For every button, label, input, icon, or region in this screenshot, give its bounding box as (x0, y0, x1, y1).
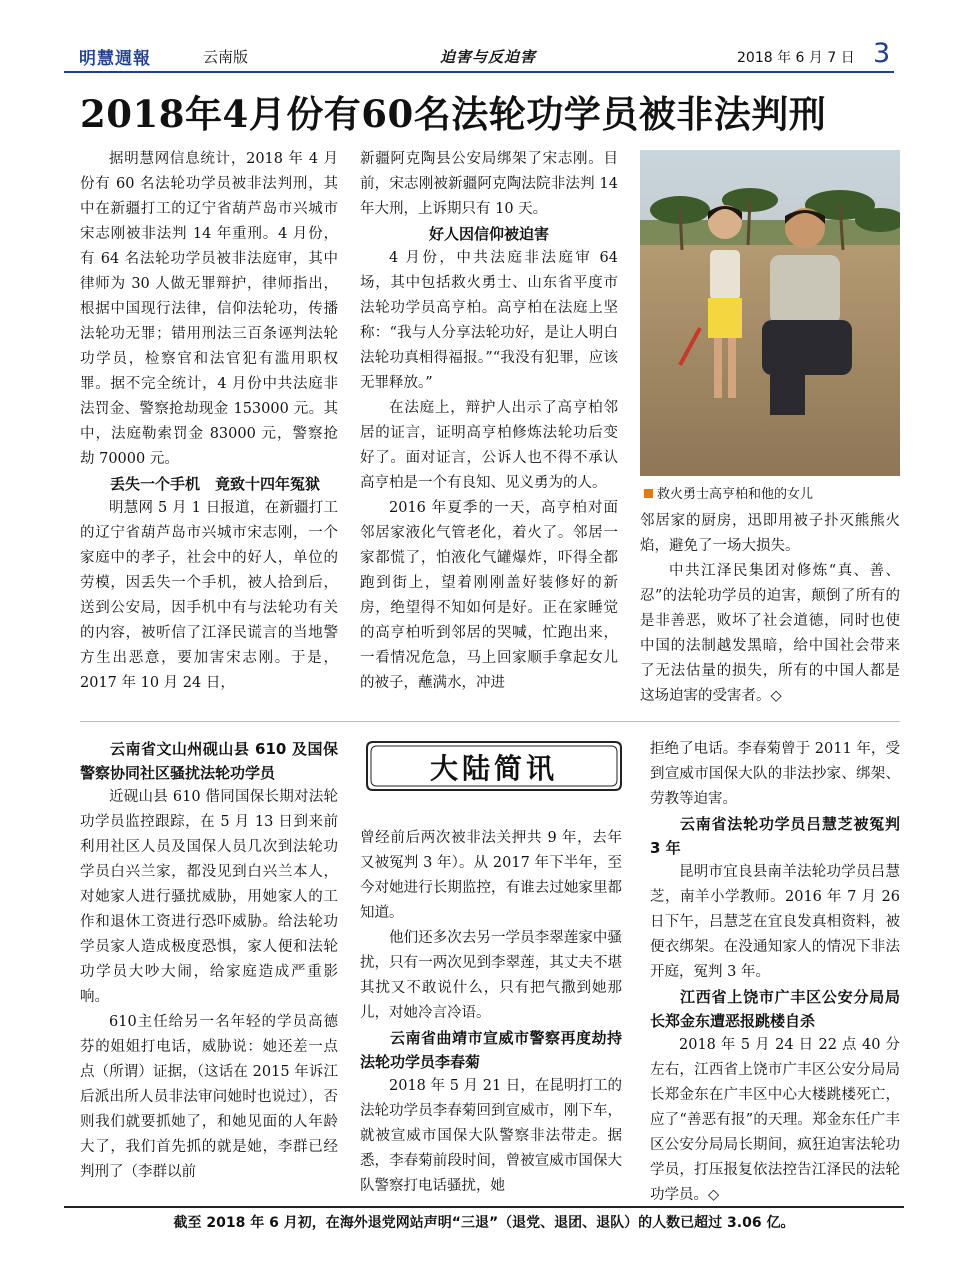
paragraph: 邻居家的厨房，迅即用被子扑灭熊熊火焰，避免了一场大损失。 (640, 513, 900, 554)
section-title: 迫害与反迫害 (440, 48, 537, 66)
paragraph: 610主任给另一名年轻的学员高德芬的姐姐打电话，威胁说：她还差一点点（所谓）证据，（这话在 2015 年诉江后派出所人员非法审问她时也说过），否则我们就要抓她了，和她见面的人年龄大了，我们首先抓的就是她，李群已经判刑了（李群以前 (80, 1014, 338, 1180)
article-column-1 (80, 147, 338, 696)
header-rule (64, 71, 894, 73)
paragraph: 据明慧网信息统计，2018 年 4 月份有 60 名法轮功学员被非法判刑，其中在新疆打工的辽宁省葫芦岛市兴城市宋志刚被非法判 14 年重刑。4 月份，有 64 名法轮功学员被非法庭审，其中律师为 30 人做无罪辩护，律师指出，根据中国现行法律，信仰法轮功，传播法轮功无罪；错用刑法三百条诬判法轮功学员，检察官和法官犯有滥用职权罪。据不完全统计，4 月份中共法庭非法罚金、警察抢劫现金 153000 元。其中，法庭勒索罚金 83000 元，警察抢劫 70000 元。 (80, 151, 338, 467)
header (0, 0, 978, 80)
caption-text: 救火勇士高亨柏和他的女儿 (657, 487, 814, 502)
brief-title: 云南省曲靖市宣威市警察再度劫持法轮功学员李春菊 (360, 1029, 622, 1071)
briefs-column-3 (650, 737, 900, 1208)
paragraph: 在法庭上，辩护人出示了高亨柏邻居的证言，证明高亨柏修炼法轮功后变好了。面对证言，公诉人也不得不承认高亨柏是一个有良知、见义勇为的人。 (360, 400, 618, 491)
footer-rule (64, 1206, 904, 1208)
paragraph: 2018 年 5 月 21 日，在昆明打工的法轮功学员李春菊回到宣威市，刚下车，就被宣威市国保大队警察非法带走。据悉，李春菊前段时间，曾被宣威市国保大队警察打电话骚扰，她 (360, 1078, 622, 1194)
paragraph: 新疆阿克陶县公安局绑架了宋志刚。目前，宋志刚被新疆阿克陶法院非法判 14 年大刑，上诉期只有 10 天。 (360, 151, 618, 217)
footer-notice: 截至 2018 年 6 月初，在海外退党网站声明“三退”（退党、退团、退队）的人数已超过 3.06 亿。 (173, 1215, 795, 1231)
issue-date: 2018 年 6 月 7 日 (737, 50, 855, 66)
paragraph: 中共江泽民集团对修炼“真、善、忍”的法轮功学员的迫害，颠倒了所有的是非善恶，败坏了社会道德，同时也使中国的法制越发黑暗，给中国社会带来了无法估量的损失，所有的中国人都是这场迫害的受害者。◇ (640, 563, 900, 704)
paragraph: 近砚山县 610 偕同国保长期对法轮功学员监控跟踪，在 5 月 13 日到来前利用社区人员及国保人员几次到法轮功学员白兴兰家，都没见到白兴兰本人，对她家人进行骚扰威胁，用她家人的工作和退休工资进行恐吓威胁。给法轮功学员家人造成极度恐惧，家人便和法轮功学员大吵大闹，给家庭造成严重影响。 (80, 789, 338, 1005)
brief-title: 云南省文山州砚山县 610 及国保警察协同社区骚扰法轮功学员 (80, 740, 338, 782)
paragraph: 曾经前后两次被非法关押共 9 年，去年又被冤判 3 年）。从 2017 年下半年，至今对她进行长期监控，有谁去过她家里都知道。 (360, 830, 622, 921)
edition-label: 云南版 (203, 48, 249, 66)
briefs-banner (365, 740, 623, 792)
masthead-logo: 明慧週報 (79, 49, 151, 69)
paragraph: 昆明市宜良县南羊法轮功学员吕慧芝，南羊小学教师。2016 年 7 月 26 日下午，吕慧芝在宜良发真相资料，被便衣绑架。在没通知家人的情况下非法开庭，冤判 3 年。 (650, 864, 900, 980)
photo-caption (644, 483, 904, 502)
paragraph: 4 月份，中共法庭非法庭审 64 场，其中包括救火勇士、山东省平度市法轮功学员高亨柏。高亨柏在法庭上坚称：“我与人分享法轮功好，是让人明白法轮功真相得福报。”“我没有犯罪，应该无罪释放。” (360, 250, 618, 391)
subheading: 好人因信仰被迫害 (428, 225, 549, 243)
paragraph: 2016 年夏季的一天，高亨柏对面邻居家液化气管老化，着火了。邻居一家都慌了，怕液化气罐爆炸，吓得全都跑到街上，望着刚刚盖好装修好的新房，绝望得不知如何是好。正在家睡觉的高亨柏听到邻居的哭喊，忙跑出来，一看情况危急，马上回家顺手拿起女儿的被子，蘸满水，冲进 (360, 500, 618, 691)
page-number: 3 (873, 38, 891, 69)
caption-marker-icon (644, 489, 653, 498)
paragraph: 明慧网 5 月 1 日报道，在新疆打工的辽宁省葫芦岛市兴城市宋志刚，一个家庭中的孝子，社会中的好人，单位的劳模，因丢失一个手机，被人拾到后，送到公安局，因手机中有与法轮功有关的内容，被听信了江泽民谎言的当地警方生出恶意，要加害宋志刚。于是，2017 年 10 月 24 日， (80, 500, 338, 691)
article-column-2 (360, 147, 618, 696)
paragraph: 2018 年 5 月 24 日 22 点 40 分左右，江西省上饶市广丰区公安分局局长郑金东在广丰区中心大楼跳楼死亡，应了“善恶有报”的天理。郑金东任广丰区公安分局局长期间，疯狂迫害法轮功学员，打压报复依法控告江泽民的法轮功学员。◇ (650, 1037, 900, 1203)
briefs-column-2 (360, 826, 622, 1199)
photo (640, 150, 900, 476)
paragraph: 他们还多次去另一学员李翠莲家中骚扰，只有一两次见到李翠莲，其丈夫不堪其扰又不敢说什么，只有把气撒到她那儿，对她冷言冷语。 (360, 930, 622, 1021)
subheading: 丢失一个手机 竟致十四年冤狱 (110, 475, 321, 493)
paragraph: 拒绝了电话。李春菊曾于 2011 年，受到宣威市国保大队的非法抄家、绑架、劳教等迫害。 (650, 741, 900, 807)
brief-title: 江西省上饶市广丰区公安分局局长郑金东遭恶报跳楼自杀 (650, 988, 900, 1030)
briefs-column-1 (80, 737, 338, 1185)
banner-title: 大陆简讯 (429, 752, 558, 785)
page-title: 2018年4月份有60名法轮功学员被非法判刑 (80, 92, 827, 136)
photo-illustration (640, 150, 900, 476)
article-column-3 (640, 509, 900, 709)
brief-title: 云南省法轮功学员吕慧芝被冤判 3 年 (650, 815, 900, 857)
section-divider (80, 721, 900, 722)
